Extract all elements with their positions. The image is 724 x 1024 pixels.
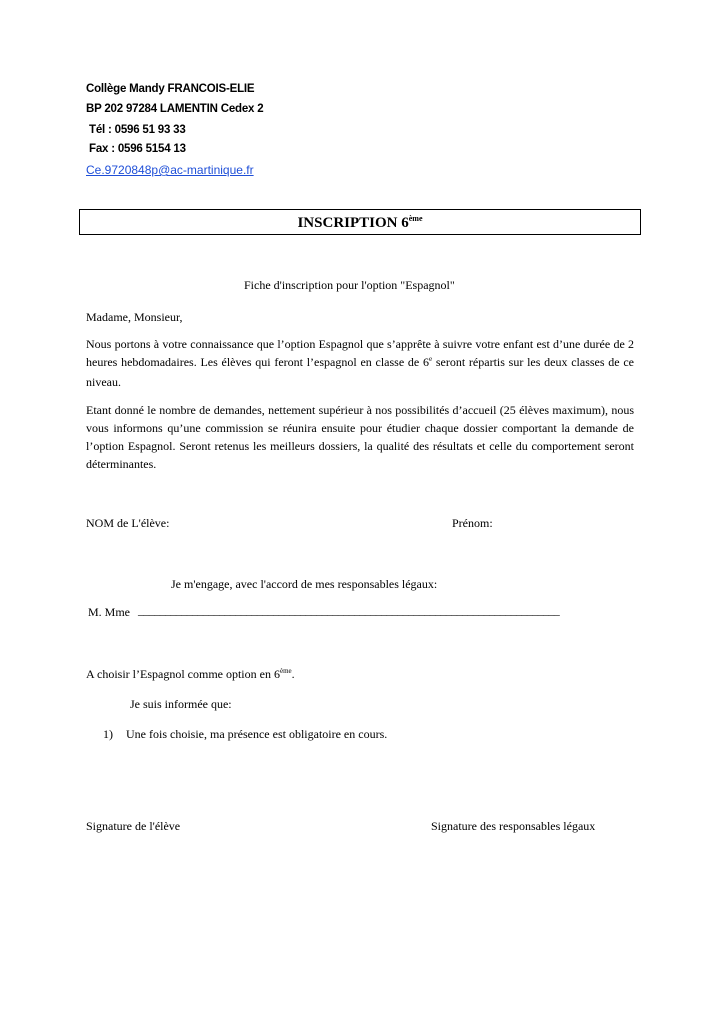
paragraph-intro-text: Nous portons à votre connaissance que l’option Espagnol que s’apprête à suivre votre enfant est d’une durée de 2 heures hebdomadaires. Les élèves qui feront l’espagnol en classe de 6 [86, 337, 634, 369]
student-signature-label: Signature de l'élève [86, 819, 181, 833]
student-firstname-label: Prénom: [452, 516, 493, 530]
student-name-label: NOM de L'élève: [86, 516, 170, 530]
school-email-link[interactable]: Ce.9720848p@ac-martinique.fr [86, 163, 254, 177]
informed-statement: Je suis informée que: [130, 697, 232, 711]
parent-name-line[interactable]: ______________________________________________________________________________ [138, 603, 560, 617]
paragraph-intro [86, 335, 634, 391]
form-subtitle: Fiche d'inscription pour l'option "Espagnol" [244, 278, 455, 292]
parents-signature-label: Signature des responsables légaux [431, 819, 596, 833]
page-title: INSCRIPTION 6 [297, 215, 409, 231]
paragraph-intro-sup: e [429, 355, 433, 363]
list-item-text: Une fois choisie, ma présence est obligatoire en cours. [126, 727, 388, 741]
page-title-superscript: ème [408, 214, 423, 223]
option-choice-text: A choisir l’Espagnol comme option en 6 [86, 667, 280, 681]
paragraph-commission: Etant donné le nombre de demandes, nettement supérieur à nos possibilités d’accueil (25 élèves maximum), nous vous informons qu’une commission se réunira ensuite pour étudier chaque dossier comportant la demande de l’option Espagnol. Seront retenus les meilleurs dossiers, la qualité des résultats et celle du comportement seront déterminantes. [86, 403, 634, 471]
paragraph-intro-end: seront répartis sur les deux classes de ce niveau. [86, 355, 634, 389]
list-item-number: 1) [103, 727, 113, 741]
school-name: Collège Mandy FRANCOIS-ELIE [86, 83, 255, 95]
engagement-statement: Je m'engage, avec l'accord de mes responsables légaux: [171, 577, 438, 591]
parent-name-label: M. Mme [88, 605, 130, 619]
school-phone: Tél : 0596 51 93 33 [89, 124, 186, 136]
school-fax: Fax : 0596 5154 13 [89, 143, 186, 155]
option-choice-end: . [291, 667, 295, 681]
title-box [79, 209, 641, 235]
greeting: Madame, Monsieur, [86, 310, 183, 324]
option-choice [86, 667, 295, 682]
school-address: BP 202 97284 LAMENTIN Cedex 2 [86, 103, 264, 115]
option-choice-sup: ème [279, 667, 292, 675]
